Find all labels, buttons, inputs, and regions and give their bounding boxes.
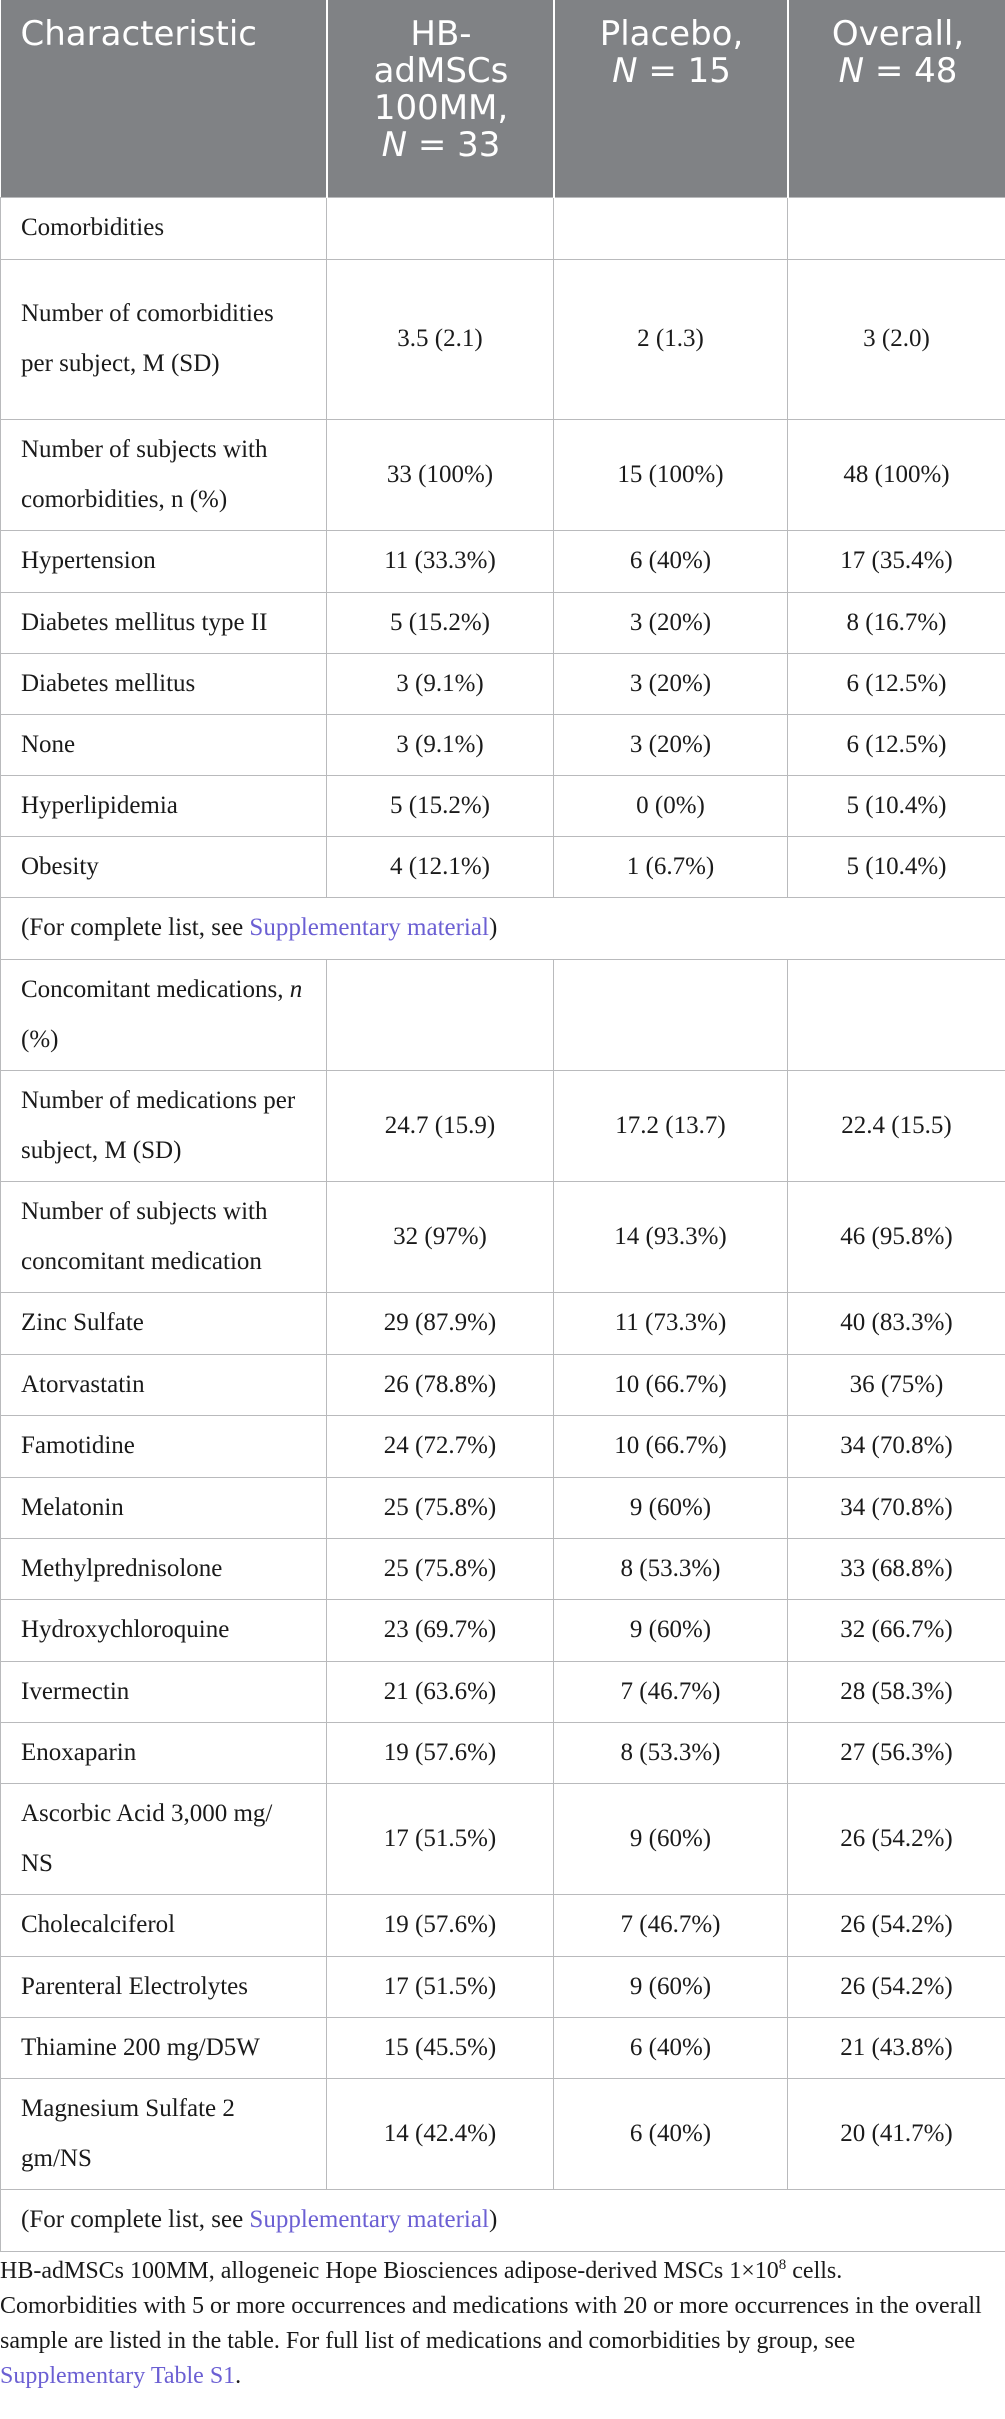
table-row-medications-heading	[1, 959, 1005, 1070]
table-footnote	[0, 2254, 1005, 2394]
table-row: Enoxaparin 19 (57.6%) 8 (53.3%) 27 (56.3%)	[1, 1722, 1005, 1783]
table-row: Number of comorbidities per subject, M (SD) 3.5 (2.1) 2 (1.3) 3 (2.0)	[1, 259, 1005, 419]
table-row: Hypertension 11 (33.3%) 6 (40%) 17 (35.4%)	[1, 530, 1005, 592]
table-row: Methylprednisolone 25 (75.8%) 8 (53.3%) 33 (68.8%)	[1, 1538, 1005, 1599]
table-row: Ascorbic Acid 3,000 mg/ NS 17 (51.5%) 9 (60%) 26 (54.2%)	[1, 1783, 1005, 1894]
table-row: Cholecalciferol 19 (57.6%) 7 (46.7%) 26 (54.2%)	[1, 1894, 1005, 1956]
table-header-row	[1, 0, 1005, 197]
header-characteristic: Characteristic	[1, 0, 327, 197]
header-overall: Overall, N = 48	[788, 0, 1005, 197]
table-row: Atorvastatin 26 (78.8%) 10 (66.7%) 36 (75%)	[1, 1354, 1005, 1415]
table-row: Hydroxychloroquine 23 (69.7%) 9 (60%) 32 (66.7%)	[1, 1599, 1005, 1661]
table-row: Number of subjects with concomitant medication 32 (97%) 14 (93.3%) 46 (95.8%)	[1, 1181, 1005, 1292]
header-hb-admscs: HB- adMSCs 100MM, N = 33	[327, 0, 554, 197]
table-row: None 3 (9.1%) 3 (20%) 6 (12.5%)	[1, 714, 1005, 775]
supplementary-table-link[interactable]: Supplementary Table S1	[0, 2363, 236, 2389]
table-row: Parenteral Electrolytes 17 (51.5%) 9 (60%) 26 (54.2%)	[1, 1956, 1005, 2017]
table-row-complete-list: (For complete list, see Supplementary material)	[1, 2189, 1005, 2251]
footnote-inclusion-note: Comorbidities with 5 or more occurrences and medications with 20 or more occurrences in the overall sample are listed in the table. For full list of medications and comorbidities by group, see Supplementary Table S1.	[0, 2293, 982, 2389]
section-heading-medications: Concomitant medications, n (%)	[1, 959, 327, 1070]
table-row: Diabetes mellitus 3 (9.1%) 3 (20%) 6 (12.5%)	[1, 653, 1005, 714]
table-row: Zinc Sulfate 29 (87.9%) 11 (73.3%) 40 (83.3%)	[1, 1292, 1005, 1354]
header-placebo: Placebo, N = 15	[554, 0, 788, 197]
table-row: Hyperlipidemia 5 (15.2%) 0 (0%) 5 (10.4%)	[1, 775, 1005, 836]
table-row: Thiamine 200 mg/D5W 15 (45.5%) 6 (40%) 21 (43.8%)	[1, 2017, 1005, 2078]
table-row: Number of subjects with comorbidities, n (%) 33 (100%) 15 (100%) 48 (100%)	[1, 419, 1005, 530]
table-row: Number of medications per subject, M (SD) 24.7 (15.9) 17.2 (13.7) 22.4 (15.5)	[1, 1070, 1005, 1181]
table-row: Famotidine 24 (72.7%) 10 (66.7%) 34 (70.8%)	[1, 1415, 1005, 1477]
table-row: Obesity 4 (12.1%) 1 (6.7%) 5 (10.4%)	[1, 836, 1005, 897]
table-row: Diabetes mellitus type II 5 (15.2%) 3 (20%) 8 (16.7%)	[1, 592, 1005, 653]
table-row: Ivermectin 21 (63.6%) 7 (46.7%) 28 (58.3%)	[1, 1661, 1005, 1722]
table-row: Melatonin 25 (75.8%) 9 (60%) 34 (70.8%)	[1, 1477, 1005, 1538]
supplementary-material-link[interactable]: Supplementary material	[249, 914, 489, 941]
footnote-abbreviation: HB-adMSCs 100MM, allogeneic Hope Biosciences adipose-derived MSCs $1\times 10^8$ cells.	[0, 2257, 843, 2284]
table-row: Magnesium Sulfate 2 gm/NS 14 (42.4%) 6 (40%) 20 (41.7%)	[1, 2078, 1005, 2189]
section-heading-comorbidities: Comorbidities	[1, 197, 327, 259]
table-row-comorbidities-heading	[1, 197, 1005, 259]
table-row-complete-list: (For complete list, see Supplementary material)	[1, 897, 1005, 959]
supplementary-material-link[interactable]: Supplementary material	[249, 2206, 489, 2233]
